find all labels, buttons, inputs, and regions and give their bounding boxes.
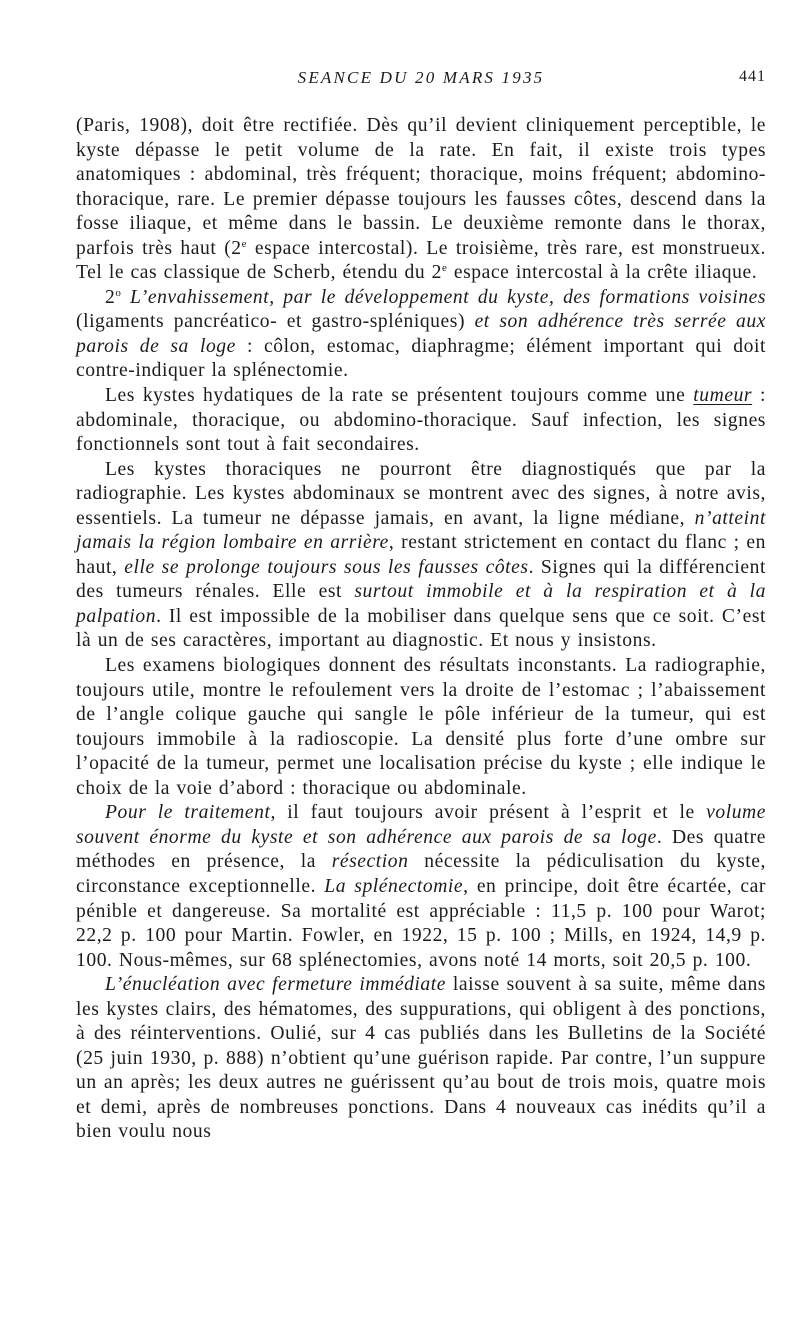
- running-title: SEANCE DU 20 MARS 1935: [297, 68, 545, 87]
- italic-run: Pour le traitement: [105, 802, 271, 824]
- italic-run: et son adhérence très serrée aux parois de sa loge: [76, 311, 766, 357]
- text-run: . Des quatre méthodes en présence, la: [76, 826, 766, 873]
- text-run: , il faut toujours avoir présent à l’esprit et le: [270, 802, 707, 824]
- text-run: (Paris, 1908), doit être rectifiée. Dès qu’il devient cliniquement perceptible, le kyste dépasse le petit volume de la rate. En fait, il existe trois types anatomiques : abdominal, très fréquent; thoracique, moins fréquent; abdomino-thoracique, rare. Le premier dépasse toujours les fausses côtes, descend dans la fosse iliaque, et même dans le bassin. Le deuxième remonte dans le thorax, parfois très haut (2: [76, 115, 766, 259]
- superscript: o: [115, 286, 122, 299]
- italic-run: L’envahissement, par le développement du kyste, des formations voisines: [121, 286, 766, 308]
- text-run: Les kystes hydatiques de la rate se présentent toujours comme une: [105, 385, 694, 407]
- text-run: , restant strictement en contact du flanc ; en haut,: [76, 532, 767, 578]
- text-run: : côlon, estomac, diaphragme; élément important qui doit contre-indiquer la splénectomie.: [76, 335, 766, 382]
- text-run: Les kystes thoraciques ne pourront être diagnostiqués que par la radiographie. Les kystes abdominaux se montrent avec des signes, à notre avis, essentiels. La tumeur ne dépasse jamais, en avant, la ligne médiane,: [76, 458, 766, 529]
- italic-run: volume souvent énorme du kyste et son adhérence aux parois de sa loge: [76, 802, 767, 848]
- italic-run: La splénectomie: [324, 875, 464, 897]
- italic-run: L’énucléation avec fermeture immédiate: [105, 974, 446, 996]
- italic-run: tumeur: [693, 385, 753, 407]
- text-run: nécessite la pédiculisation du kyste, circonstance exceptionnelle.: [76, 851, 767, 897]
- paragraph-envahissement: [76, 286, 766, 384]
- paragraph-examens: Les examens biologiques donnent des résultats inconstants. La radiographie, toujours utile, montre le refoulement vers la droite de l’estomac ; l’abaissement de l’angle colique gauche qui sangle le pôle inférieur de la tumeur, qui est toujours immobile à la radioscopie. La densité plus forte d’une ombre sur l’opacité de la tumeur, permet une localisation précise du kyste ; elle indique le choix de la voie d’abord : thoracique ou abdominale.: [76, 655, 766, 799]
- text-run: . Il est impossible de la mobiliser dans quelque sens que ce soit. C’est là un de ses caractères, important au diagnostic. Et nous y insistons.: [76, 605, 766, 652]
- text-run: . Signes qui la différencient des tumeurs rénales. Elle est: [76, 556, 766, 603]
- text-run: laisse souvent à sa suite, même dans les kystes clairs, des hématomes, des suppurations, qui obligent à des ponctions, à des réinterventions. Oulié, sur 4 cas publiés dans les Bulletins de la Société (25 juin 1930, p. 888) n’obtient qu’une guérison rapide. Par contre, l’un suppure un an après; les deux autres ne guérissent qu’au bout de trois mois, quatre mois et demi, après de nombreuses ponctions. Dans 4 nouveaux cas inédits qu’il a bien voulu nous: [76, 974, 766, 1143]
- text-run: : abdominale, thoracique, ou abdomino-thoracique. Sauf infection, les signes fonctionnels sont tout à fait secondaires.: [76, 385, 766, 456]
- text-run: , en principe, doit être écartée, car pénible et dangereuse. Sa mortalité est appréciable : 11,5 p. 100 pour Warot; 22,2 p. 100 pour Martin. Fowler, en 1922, 15 p. 100 ; Mills, en 1924, 14,9 p. 100. Nous-mêmes, sur 68 splénectomies, avons noté 14 morts, soit 20,5 p. 100.: [76, 875, 766, 971]
- paragraph-traitement: [76, 801, 766, 973]
- superscript: e: [441, 262, 448, 275]
- page-header: [76, 68, 766, 96]
- text-run: espace intercostal). Le troisième, très rare, est monstrueux. Tel le cas classique de Scherb, étendu du 2: [76, 237, 766, 284]
- text-run: espace intercostal à la crête iliaque.: [447, 262, 758, 284]
- paragraph-kyste-types: [76, 114, 766, 286]
- paragraph-enucleation: [76, 973, 766, 1145]
- page-number: 441: [739, 68, 766, 85]
- body-text: [76, 114, 766, 1145]
- italic-run: résection: [331, 851, 409, 873]
- list-number: 2: [105, 286, 116, 308]
- paragraph-tumeur: [76, 384, 766, 458]
- italic-run: elle se prolonge toujours sous les fausses côtes: [124, 556, 529, 578]
- italic-run: n’atteint jamais la région lombaire en arrière: [76, 507, 766, 554]
- paragraph-diagnostic: [76, 458, 766, 654]
- text-run: (ligaments pancréatico- et gastro-spléniques): [76, 311, 475, 333]
- italic-run: surtout immobile et à la respiration et à la palpation: [76, 581, 766, 627]
- superscript: e: [241, 237, 248, 250]
